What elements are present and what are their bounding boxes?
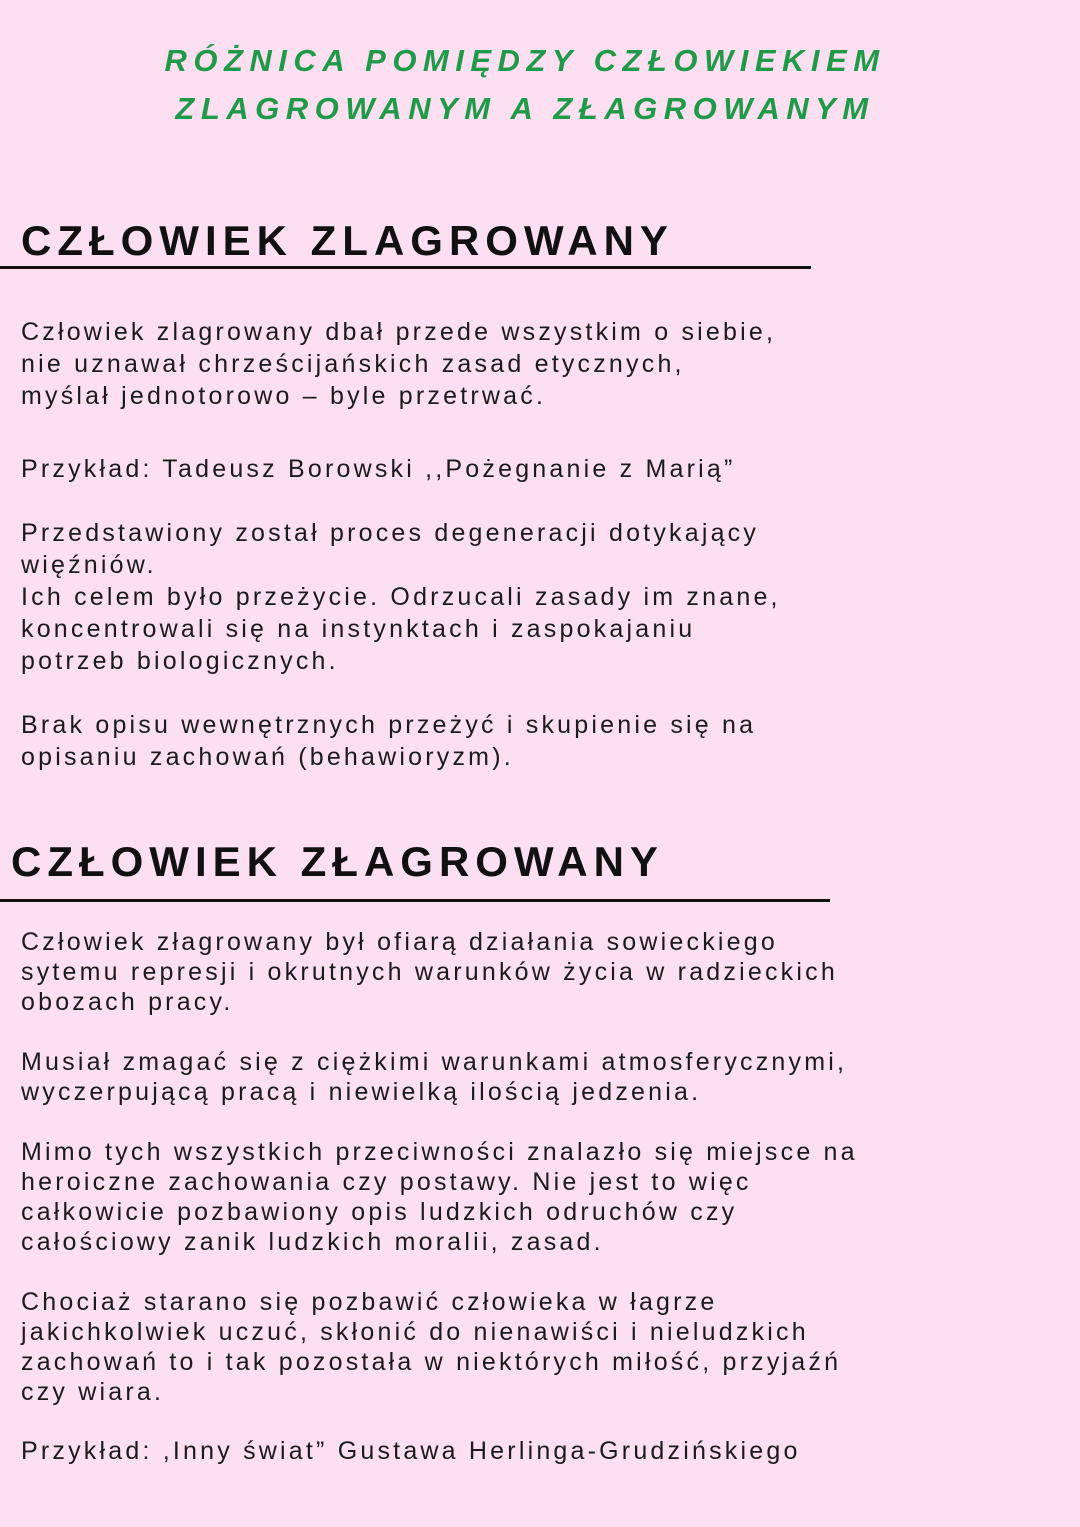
paragraph: Chociaż starano się pozbawić człowieka w łagrze jakichkolwiek uczuć, skłonić do nienawiści i nieludzkich zachowań to i tak pozostała w niektórych miłość, przyjaźń czy wiara. bbox=[21, 1288, 842, 1406]
heading-underline bbox=[0, 266, 811, 269]
page-title-line-1: RÓŻNICA POMIĘDZY CZŁOWIEKIEM bbox=[164, 43, 886, 78]
page-title-line-2: ZLAGROWANYM A ZŁAGROWANYM bbox=[175, 91, 875, 126]
paragraph-example: Przykład: ,Inny świat” Gustawa Herlinga-Grudzińskiego bbox=[21, 1437, 801, 1465]
paragraph: Musiał zmagać się z ciężkimi warunkami atmosferycznymi, wyczerpującą pracą i niewielką ilością jedzenia. bbox=[21, 1048, 848, 1106]
paragraph: Człowiek zlagrowany dbał przede wszystkim o siebie, nie uznawał chrześcijańskich zasad etycznych, myślał jednotorowo – byle przetrwać. bbox=[21, 318, 777, 410]
paragraph: Brak opisu wewnętrznych przeżyć i skupienie się na opisaniu zachowań (behawioryzm). bbox=[21, 711, 757, 771]
paragraph: Przedstawiony został proces degeneracji dotykający więźniów. Ich celem było przeżycie. Odrzucali zasady im znane, koncentrowali się na instynktach i zaspokajaniu potrzeb biologicznych. bbox=[21, 519, 781, 675]
paragraph: Człowiek złagrowany był ofiarą działania sowieckiego sytemu represji i okrutnych warunków życia w radzieckich obozach pracy. bbox=[21, 928, 838, 1016]
paragraph: Mimo tych wszystkich przeciwności znalazło się miejsce na heroiczne zachowania czy postawy. Nie jest to więc całkowicie pozbawiony opis ludzkich odruchów czy całościowy zanik ludzkich moralii, zasad. bbox=[21, 1138, 858, 1256]
heading-underline bbox=[0, 899, 830, 902]
section-heading-zlagrowany: CZŁOWIEK ZLAGROWANY bbox=[21, 217, 674, 264]
paragraph-example: Przykład: Tadeusz Borowski ,,Pożegnanie z Marią” bbox=[21, 455, 736, 483]
section-heading-zlagrowany-lagier: CZŁOWIEK ZŁAGROWANY bbox=[11, 838, 664, 885]
